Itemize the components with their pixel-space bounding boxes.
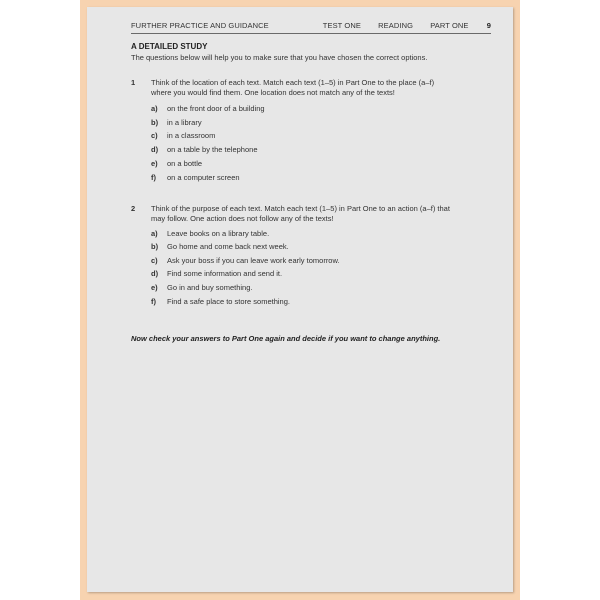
option-text: Go in and buy something. [167,283,253,292]
option-letter: c) [151,131,158,140]
option-letter: d) [151,269,159,278]
question-number: 1 [131,78,136,87]
running-header [131,21,491,34]
header-paper: READING [378,21,414,30]
option-letter: e) [151,159,158,168]
intro-text: The questions below will help you to make sure that you have chosen the correct options. [131,53,428,62]
page-number: 9 [486,21,491,30]
closing-note: Now check your answers to Part One again and decide if you want to change anything. [131,334,441,343]
option-letter: a) [151,104,158,113]
option-text: Find some information and send it. [167,269,283,278]
option-text: in a classroom [167,131,216,140]
option-text: Go home and come back next week. [167,242,289,251]
option-text: Leave books on a library table. [167,229,270,238]
option-letter: a) [151,229,158,238]
option-letter: f) [151,173,156,182]
option-letter: b) [151,242,159,251]
option-text: on a table by the telephone [167,145,258,154]
option-text: on the front door of a building [167,104,265,113]
option-letter: d) [151,145,159,154]
document-page [87,7,513,592]
option-text: on a bottle [167,159,203,168]
header-part: PART ONE [430,21,469,30]
option-letter: c) [151,256,158,265]
option-text: on a computer screen [167,173,240,182]
option-text: Ask your boss if you can leave work early tomorrow. [167,256,340,265]
question-text: Think of the purpose of each text. Match each text (1–5) in Part One to an action (a–f) that may follow. One action does not follow any of the texts! [151,204,450,223]
option-text: Find a safe place to store something. [167,297,290,306]
option-letter: f) [151,297,156,306]
option-text: in a library [167,118,202,127]
question-text: Think of the location of each text. Match each text (1–5) in Part One to the place (a–f) where you would find them. One location does not match any of the texts! [151,78,435,97]
option-letter: b) [151,118,159,127]
header-test: TEST ONE [322,21,361,30]
option-letter: e) [151,283,158,292]
section-title: A DETAILED STUDY [131,42,208,51]
header-section-title: FURTHER PRACTICE AND GUIDANCE [131,21,269,30]
question-number: 2 [131,204,136,213]
